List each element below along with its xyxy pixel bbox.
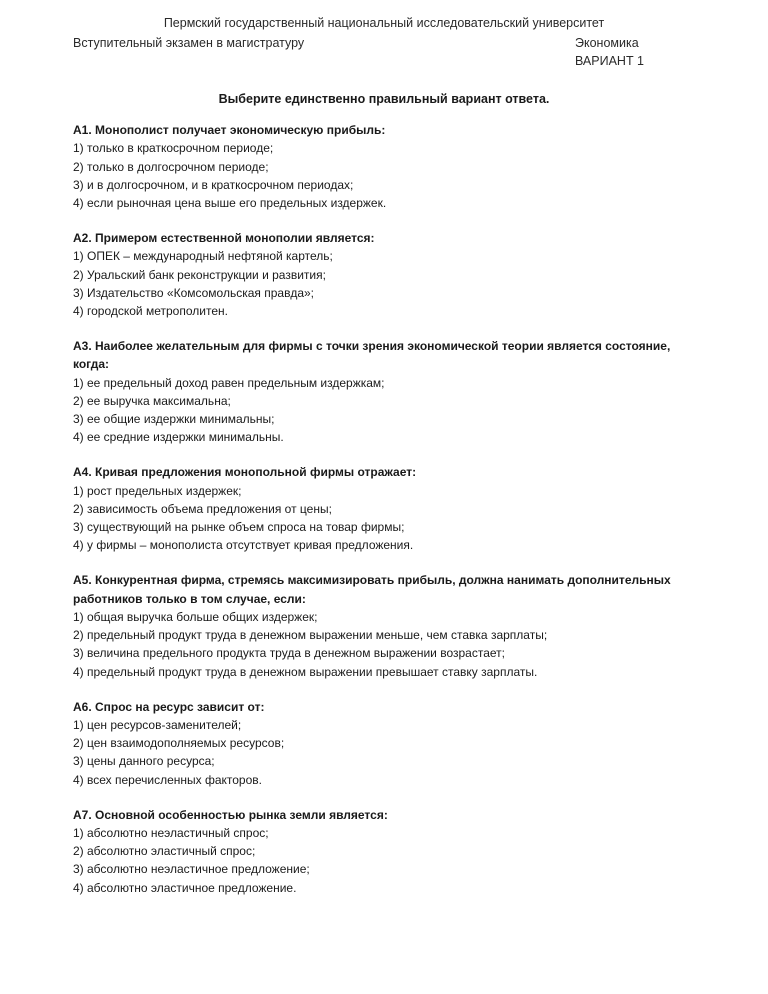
answer-option: 4) предельный продукт труда в денежном выражении превышает ставку зарплаты. [73, 664, 538, 679]
answer-option: 3) существующий на рынке объем спроса на товар фирмы; [73, 520, 405, 535]
answer-option: 1) общая выручка больше общих издержек; [73, 609, 318, 624]
answer-option: 3) Издательство «Комсомольская правда»; [73, 285, 315, 300]
subject-name: Экономика [575, 36, 639, 50]
answer-option: 2) цен взаимодополняемых ресурсов; [73, 736, 285, 751]
question-title: А3. Наиболее желательным для фирмы с точки зрения экономической теории является состояние, когда: [73, 338, 671, 372]
answer-option: 2) абсолютно эластичный спрос; [73, 844, 256, 859]
answer-option: 2) предельный продукт труда в денежном выражении меньше, чем ставка зарплаты; [73, 628, 548, 643]
answer-option: 3) цены данного ресурса; [73, 754, 215, 769]
header-right-block [575, 34, 644, 70]
answer-option: 1) ОПЕК – международный нефтяной картель; [73, 249, 333, 264]
question-title: А4. Кривая предложения монопольной фирмы отражает: [73, 465, 417, 480]
answer-option: 3) величина предельного продукта труда в денежном выражении возрастает; [73, 646, 505, 661]
exam-type: Вступительный экзамен в магистратуру [73, 36, 305, 50]
answer-option: 2) Уральский банк реконструкции и развития; [73, 267, 326, 282]
question-a1 [73, 121, 703, 212]
question-a2 [73, 229, 703, 320]
answer-option: 3) и в долгосрочном, и в краткосрочном периодах; [73, 177, 354, 192]
question-title: А2. Примером естественной монополии является: [73, 230, 375, 245]
answer-option: 2) зависимость объема предложения от цены; [73, 501, 332, 516]
question-a7 [73, 806, 703, 897]
answer-option: 4) у фирмы – монополиста отсутствует кривая предложения. [73, 538, 414, 553]
answer-option: 2) ее выручка максимальна; [73, 393, 231, 408]
answer-option: 1) рост предельных издержек; [73, 483, 242, 498]
question-title: А7. Основной особенностью рынка земли является: [73, 807, 388, 822]
answer-option: 4) всех перечисленных факторов. [73, 772, 262, 787]
answer-option: 2) только в долгосрочном периоде; [73, 159, 269, 174]
answer-option: 3) ее общие издержки минимальны; [73, 412, 275, 427]
question-title: А5. Конкурентная фирма, стремясь максимизировать прибыль, должна нанимать дополнительных работников только в том случае, если: [73, 573, 671, 606]
question-title: А1. Монополист получает экономическую прибыль: [73, 123, 386, 137]
question-a6 [73, 698, 703, 789]
answer-option: 3) абсолютно неэластичное предложение; [73, 862, 310, 877]
question-a5 [73, 571, 703, 681]
university-name: Пермский государственный национальный исследовательский университет [163, 16, 605, 30]
question-a4 [73, 463, 703, 554]
answer-option: 4) абсолютно эластичное предложение. [73, 880, 297, 895]
question-a3 [73, 337, 703, 447]
question-title: А6. Спрос на ресурс зависит от: [73, 699, 265, 714]
answer-option: 1) ее предельный доход равен предельным издержкам; [73, 375, 385, 390]
answer-option: 1) только в краткосрочном периоде; [73, 141, 274, 156]
answer-option: 4) если рыночная цена выше его предельных издержек. [73, 196, 387, 211]
answer-option: 1) абсолютно неэластичный спрос; [73, 825, 269, 840]
instruction-text: Выберите единственно правильный вариант ответа. [218, 92, 550, 106]
answer-option: 1) цен ресурсов-заменителей; [73, 717, 242, 732]
variant-label: ВАРИАНТ 1 [575, 54, 645, 68]
answer-option: 4) ее средние издержки минимальны. [73, 430, 284, 445]
answer-option: 4) городской метрополитен. [73, 304, 228, 319]
questions-list [73, 121, 703, 913]
